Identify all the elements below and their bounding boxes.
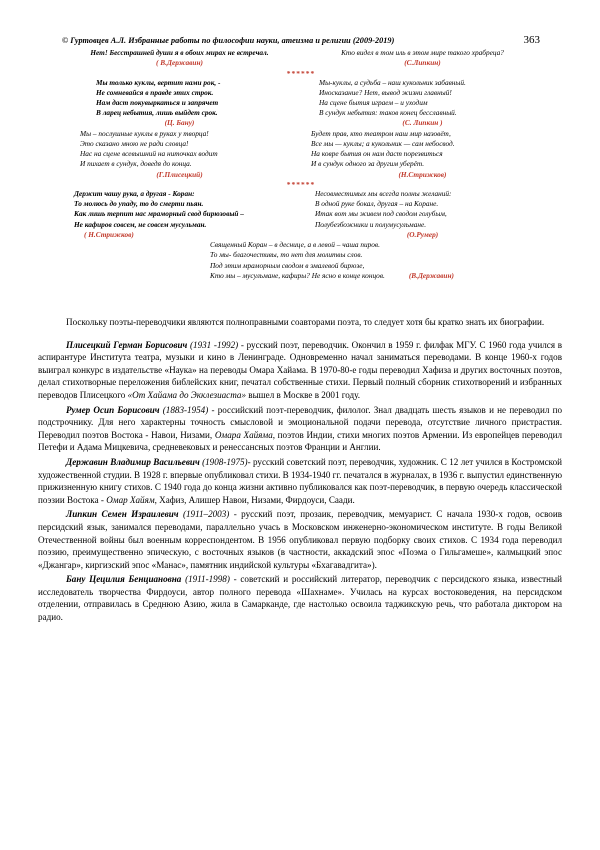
verse-attribution: (О.Румер) (406, 229, 439, 239)
verse-attribution: ( Н.Стрижков) (84, 229, 134, 239)
bio-name: Румер Осип Борисович (66, 404, 160, 415)
verse-line: Полубезбожники и полумусульмане. (315, 219, 427, 229)
verse-line: Несовместимых мы всегда полны желаний: (315, 189, 452, 199)
poem-row-3 (62, 129, 540, 180)
verse-line: Кто видел в том иль в этом мире такого храбреца? (341, 48, 504, 57)
verse-attribution: (Г.Плисецкий) (156, 169, 203, 179)
poem-row-3-left (62, 129, 301, 180)
separator-asterisks-2: ****** (286, 180, 316, 190)
page-header (62, 34, 540, 46)
bio-work-title: Омар Хайям (106, 494, 155, 505)
verse-attribution: (Ц. Бану) (164, 118, 195, 128)
poem-row-1-left (62, 48, 301, 69)
bio-name: Бану Цецилия Бенциановна (66, 574, 182, 585)
bio-paragraph-banu (38, 573, 562, 623)
bio-years: (1911-1998) (185, 574, 230, 585)
bio-text-cont: вышел в Москве в 2001 году. (246, 389, 361, 400)
bio-years: (1883-1954) (162, 404, 209, 415)
bio-paragraph-lipkin (38, 508, 562, 571)
verse-block (305, 48, 540, 58)
verse-line: И пихает в сундук, доведя до конца. (80, 159, 192, 169)
bio-work-title: Омара Хайяма (214, 429, 273, 440)
verse-line: Иносказание? Нет, вывод жизни главный! (319, 87, 452, 97)
poem-row-2-left (62, 78, 301, 129)
poem-final-block (62, 240, 540, 281)
bio-text: - русский поэт, переводчик. Окончил в 1959 г. филфак МГУ. С 1960 года учился в аспирантуре Института театра, музыки и кино в Ленинграде. Одновременно начал заниматься переводами. В конце 1960-х годов выиграл конкурс в издательстве «Наука» на переводы Омара Хайама. В 1970-80-е годы переводил Хафиза и других восточных поэтов, делал стихотворные переложения библейских книг, печатал собственные стихи. Первый полный сборник стихотворений и избранных переводов Плисецкого (38, 339, 562, 400)
bio-name: Плисецкий Герман Борисович (66, 339, 188, 350)
verse-line: В сундук небытия: таков конец бесславный. (319, 108, 457, 118)
verse-line: На ковре бытия он нам даст порезвиться (311, 149, 443, 159)
bio-text: - российский поэт-переводчик, филолог. Знал двадцать шесть языков и не переводил по подстрочнику. Для него характерны точность смысловой и эмоциональной подачи перевода, отсутствие личного пристрастия. Переводил поэтов Востока - Навои, Низами, (38, 404, 562, 440)
poem-row-3-right (301, 129, 540, 180)
verse-line: Мы только куклы, вертит нами рок, - (96, 77, 221, 87)
bio-text-cont: , Хафиз, Алишер Навои, Низами, Фирдоуси, Саади. (154, 494, 355, 505)
verse-line: Нам даст покувыркаться и запрячет (96, 98, 219, 108)
intro-paragraph: Поскольку поэты-переводчики являются полноправными соавторами поэта, то следует хотя бы кратко знать их биографии. (66, 317, 545, 327)
verse-line: То мы- благочестивы, то нет для молитвы слов. (210, 250, 363, 260)
verse-line: Мы – послушные куклы в руках у творца! (80, 128, 209, 138)
bio-text-cont: , поэтов Индии, стихи многих поэтов Армении. Из европейцев переводил Петефи и Адама Мицкевича, средневековых и ренессансных поэтов Франции и Англии. (38, 429, 562, 453)
poem-epigraph-area (62, 48, 540, 281)
verse-line: Будет прав, кто театром наш мир назовёт, (311, 128, 451, 138)
poem-row-1 (62, 48, 540, 69)
bio-text: - советский и российский литератор, переводчик с персидского языка, известный исследователь творчества Фирдоуси, автор полного перевода «Шахнаме». Училась на курсах востоковедения, на персидском отделении, отправилась в Среднюю Азию, жила в Самарканде, где настолько освоила таджикскую речь, что работала диктором на радио. (38, 574, 562, 623)
bio-text: - русский советский поэт, переводчик, художник. С 12 лет учился в Костромской художественной студии. В 1928 г. впервые опубликовал стихи. В 1934-1940 гг. печатался в журналах, в 1936 г. выпустил единственную прижизненную книгу стихов. С 1940 года до конца жизни активно публиковался как поэт-переводчик, в первую очередь классической поэзии Востока - (38, 456, 562, 505)
verse-line: Священный Коран – в деснице, а в левой – чаша пиров. (210, 240, 380, 250)
verse-line-with-attribution (210, 271, 540, 281)
verse-block (62, 129, 297, 170)
verse-block (62, 48, 297, 58)
poem-row-1-right (301, 48, 540, 69)
verse-attribution: (Н.Стрижков) (398, 169, 447, 179)
verse-attribution: ( В.Державин) (156, 58, 203, 68)
poem-row-2 (62, 78, 540, 129)
verse-block (62, 78, 297, 119)
verse-attribution: (С.Липкин) (404, 58, 441, 68)
verse-line: Все мы — куклы; а кукольник — сам небосвод. (311, 139, 455, 149)
verse-line: Мы-куклы, а судьба – наш кукольник забавный. (319, 77, 466, 87)
verse-line: Держит чашу рука, а другая - Коран: (74, 189, 195, 199)
poem-row-4 (62, 189, 540, 240)
verse-block (62, 189, 297, 230)
verse-line: Кто мы – мусульмане, кафиры? Не ясно в конце концов. (210, 270, 385, 280)
bio-years: (1931 -1992) (190, 339, 239, 350)
bio-paragraph-derzhavin (38, 456, 562, 506)
bio-name: Липкин Семен Израилевич (66, 509, 179, 520)
bio-name: Державин Владимир Васильевич (66, 456, 200, 467)
page-number: 363 (523, 34, 540, 46)
poem-row-4-left (62, 189, 301, 240)
bio-text: - русский поэт, прозаик, переводчик, мемуарист. С начала 1930-х годов, освоив персидский язык, занимался переводами, параллельно учась в Московском инженерно-экономическом институте. В годы Великой Отечественной войны был военным корреспондентом. В 1956 опубликовал первую подборку своих стихов. С 1934 года переводил поэзию, преимущественно эпическую, с восточных языков (в частности, аккадский эпос «Поэма о Гильгамеше», калмыцкий эпос «Джангар», киргизский эпос «Манас», памятник индийской культуры «Бхагавадгита»). (38, 509, 563, 570)
header-title: © Гуртовцев А.Л. Избранные работы по философии науки, атеизма и религии (2009-2019) (62, 36, 395, 45)
verse-line: То молюсь до упаду, то до смерти пьян. (74, 199, 204, 209)
bio-paragraph-rumer (38, 404, 562, 454)
verse-line: Это сказано мною не ради словца! (80, 139, 189, 149)
verse-line: Как лишь терпит нас мраморный свод бирюзовый – (74, 209, 244, 219)
bio-years: (1911–2003) (182, 509, 230, 520)
separator-asterisks: ****** (286, 68, 316, 78)
verse-attribution: (В.Державин) (408, 270, 454, 280)
bio-years: (1908-1975) (202, 456, 248, 467)
poem-row-4-right (301, 189, 540, 240)
verse-line: И в сундук одного за другим уберёт. (311, 159, 425, 169)
body-text (38, 316, 562, 624)
poem-row-2-right (301, 78, 540, 129)
verse-line: Итак вот мы живем под сводом голубым, (315, 209, 447, 219)
bio-paragraph-plisetsky (38, 339, 562, 402)
verse-line: Не кафиров совсем, не совсем мусульман. (74, 219, 207, 229)
verse-block (305, 78, 540, 119)
verse-block (305, 129, 540, 170)
verse-line: Под этим мраморным сводом в эмалевой бирюзе, (210, 260, 365, 270)
verse-attribution: (С. Липкин ) (402, 118, 443, 128)
verse-line: В одной руке бокал, другая – на Коране. (315, 199, 439, 209)
verse-block (305, 189, 540, 230)
verse-line: На сцене бытия играем – и уходим (319, 98, 428, 108)
bio-work-title: «От Хайама до Экклезиаста» (127, 389, 246, 400)
verse-line: Нас на сцене всевышний на ниточках водит (80, 149, 218, 159)
verse-line: В ларец небытия, лишь выйдет срок. (96, 108, 218, 118)
verse-line: Нет! Бесстрашней души я в обоих мирах не встречал. (90, 48, 269, 57)
verse-line: Не сомневайся в правде этих строк. (96, 87, 214, 97)
